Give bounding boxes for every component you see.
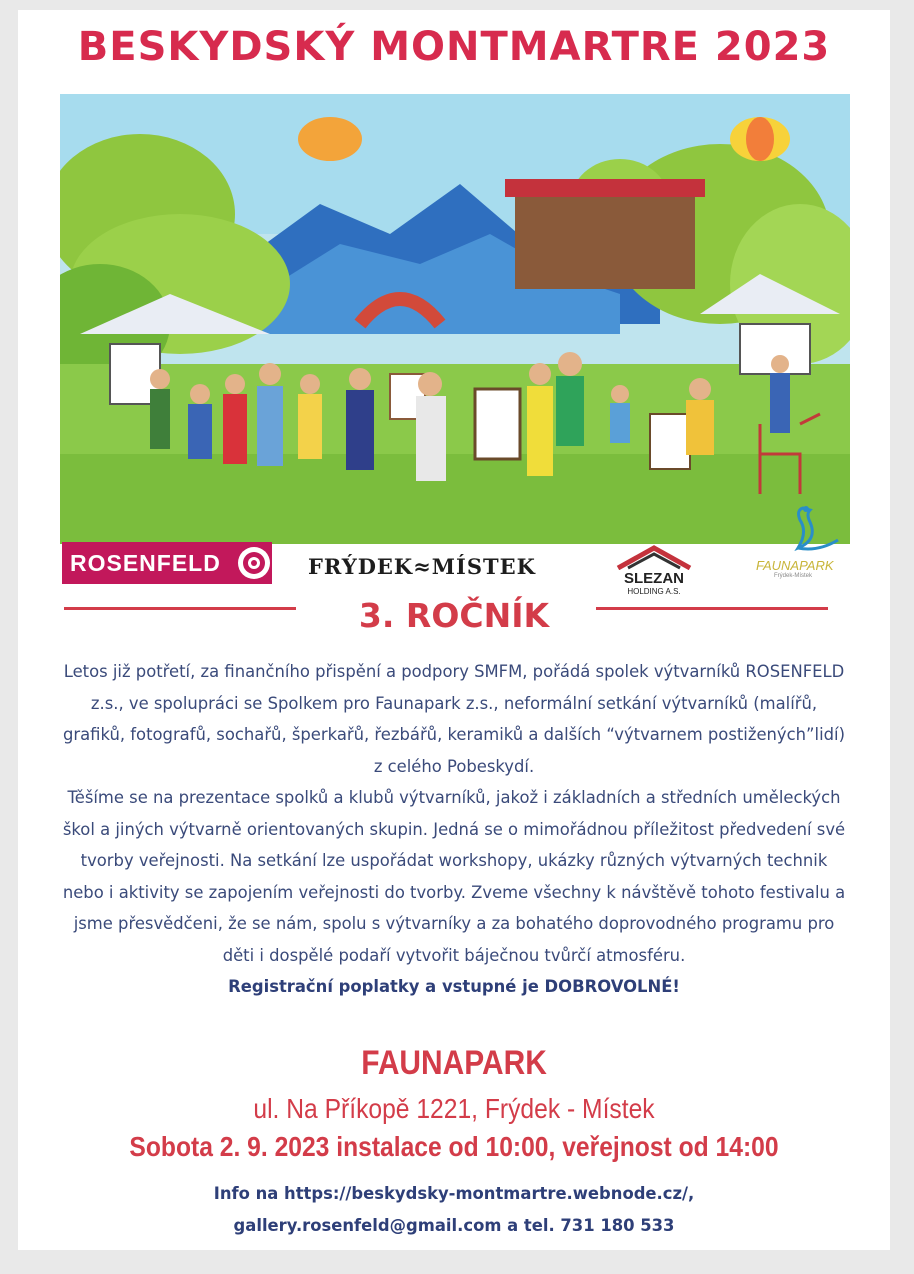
painting-illustration <box>60 94 850 544</box>
paragraph-intro: Letos již potřetí, za finančního přispění a podpory SMFM, pořádá spolek výtvarníků ROSENFELD z.s., ve spolupráci se Spolkem pro Faunapark z.s., neformální setkání výtvarníků (malířů, grafiků, fotografů, sochařů, šperkařů, řezbářů, keramiků a dalších “výtvarnem postižených”lidí) z celého Pobeskydí. <box>62 662 845 776</box>
faunapark-logo-text: FAUNAPARK <box>756 558 834 573</box>
slezan-roof-icon <box>614 544 694 570</box>
info-email-phone: gallery.rosenfeld@gmail.com a tel. 731 180 533 <box>233 1216 675 1235</box>
poster <box>18 10 890 1250</box>
faunapark-logo <box>748 500 858 596</box>
frydek-mistek-logo: FRÝDEK≈MÍSTEK <box>308 554 536 579</box>
edition-heading: 3. ROČNÍK <box>358 596 550 635</box>
peacock-icon <box>748 500 858 560</box>
info-website: Info na https://beskydsky-montmartre.webnode.cz/, <box>213 1184 695 1203</box>
poster-title: BESKYDSKÝ MONTMARTRE 2023 <box>77 24 831 70</box>
paragraph-invitation: Těšíme se na prezentace spolků a klubů výtvarníků, jakož i základních a středních uměleckých škol a jiných výtvarně orientovaných skupin. Jedná se o mimořádnou příležitost předvedení své tvorby veřejnosti. Na setkání lze uspořádat workshopy, ukázky různých výtvarných technik nebo i aktivity se zapojením veřejnosti do tvorby. Zveme všechny k návštěvě tohoto festivalu a jsme přesvědčeni, že se nám, spolu s výtvarníky a za bohatého doprovodného programu pro děti i dospělé podaří vytvořit báječnou tvůrčí atmosféru. <box>62 788 846 965</box>
rosenfeld-logo-text: ROSENFELD <box>70 550 221 576</box>
venue-name: FAUNAPARK <box>361 1044 547 1082</box>
festival-painting <box>60 94 850 544</box>
slezan-logo-text: SLEZAN <box>624 570 684 587</box>
rosenfeld-logo <box>62 542 272 584</box>
faunapark-logo-subtext: Frýdek-Místek <box>774 573 813 579</box>
fee-note: Registrační poplatky a vstupné je DOBROVOLNÉ! <box>228 977 680 996</box>
description <box>58 656 850 1003</box>
venue-address: ul. Na Příkopě 1221, Frýdek - Místek <box>253 1093 655 1124</box>
slezan-logo-subtext: HOLDING A.S. <box>627 587 681 596</box>
rose-icon <box>234 543 274 583</box>
slezan-logo <box>614 544 694 594</box>
contact-info <box>18 1178 890 1242</box>
event-date: Sobota 2. 9. 2023 instalace od 10:00, veřejnost od 14:00 <box>129 1131 779 1162</box>
sponsor-logos <box>58 530 870 600</box>
